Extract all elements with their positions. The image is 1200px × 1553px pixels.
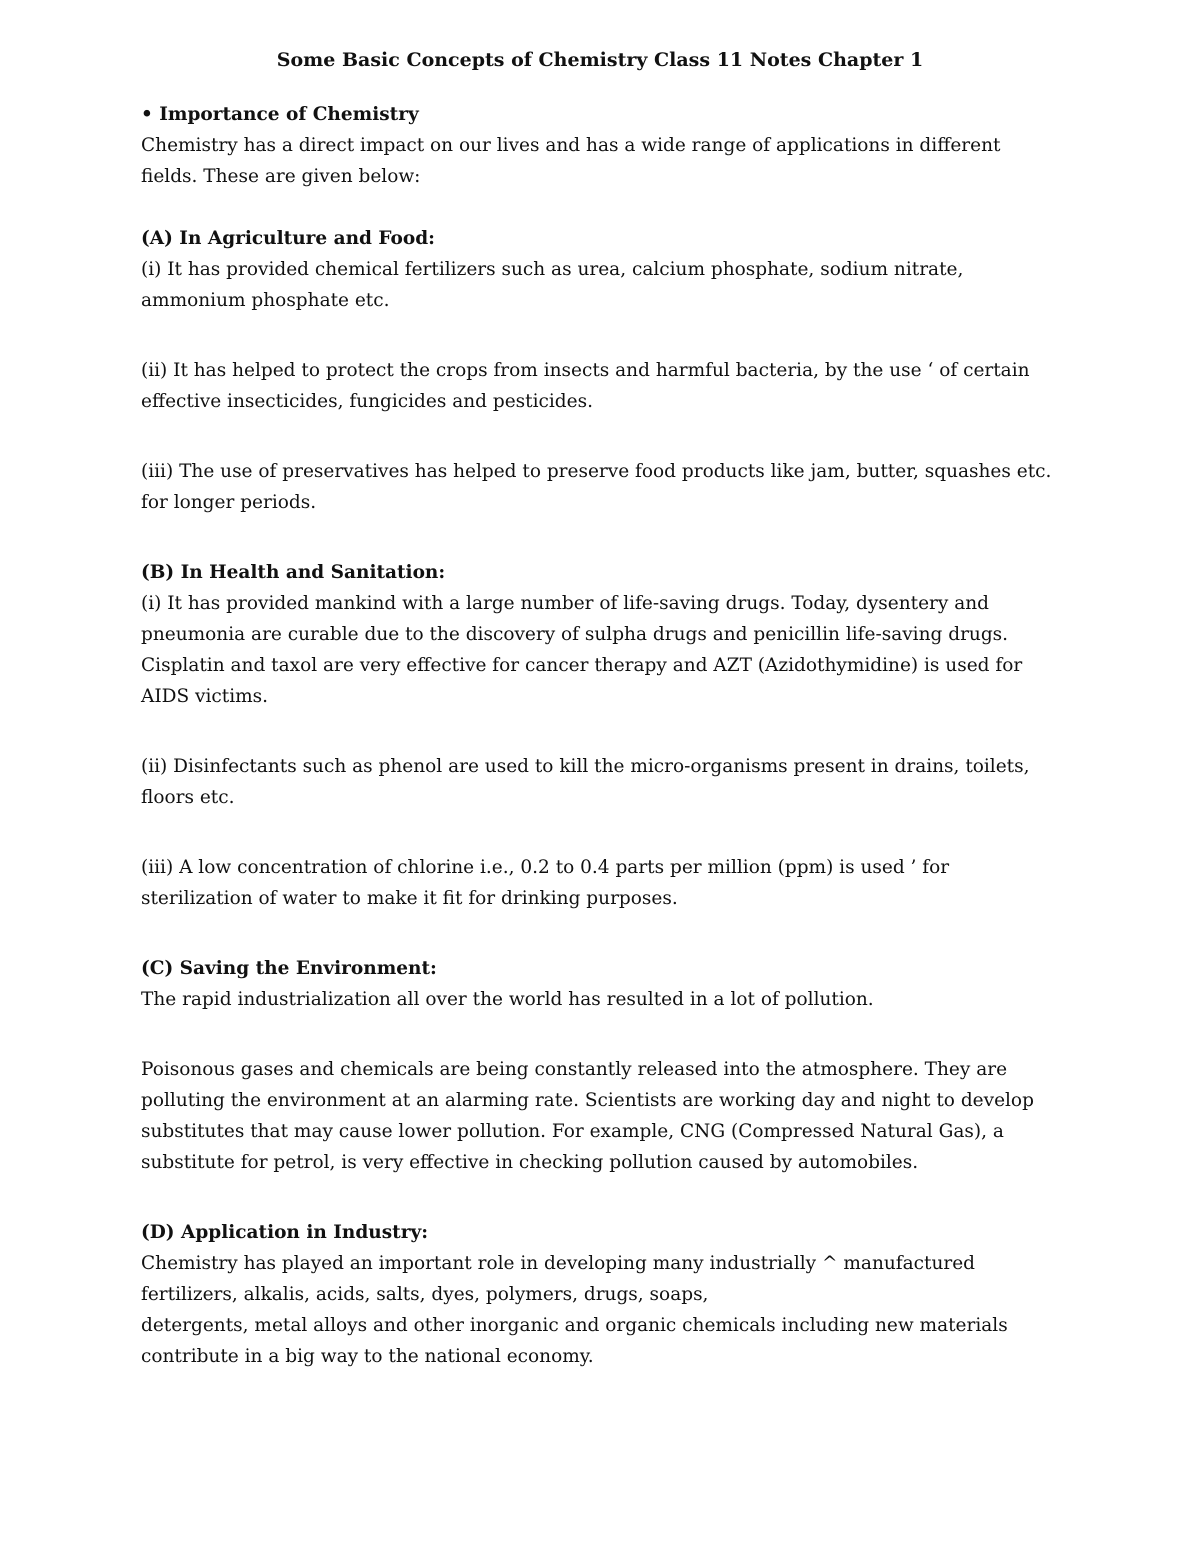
paragraph-line: Poisonous gases and chemicals are being constantly released into the atmosphere. They are xyxy=(141,1059,1008,1080)
intro-line: fields. These are given below: xyxy=(141,166,421,187)
paragraph-line: for longer periods. xyxy=(141,492,317,513)
paragraph-line: pneumonia are curable due to the discovery of sulpha drugs and penicillin life-saving drugs. xyxy=(141,624,1009,645)
paragraph-line: (iii) A low concentration of chlorine i.e., 0.2 to 0.4 parts per million (ppm) is used ’ for xyxy=(141,857,950,878)
section-heading-environment: (C) Saving the Environment: xyxy=(141,958,437,979)
paragraph-line: sterilization of water to make it fit for drinking purposes. xyxy=(141,888,678,909)
paragraph-line: substitutes that may cause lower pollution. For example, CNG (Compressed Natural Gas), a xyxy=(141,1121,1004,1142)
paragraph-line: floors etc. xyxy=(141,787,235,808)
paragraph-line: detergents, metal alloys and other inorganic and organic chemicals including new materials xyxy=(141,1315,1008,1336)
document-title: Some Basic Concepts of Chemistry Class 11 Notes Chapter 1 xyxy=(276,49,924,71)
section-heading-agriculture: (A) In Agriculture and Food: xyxy=(141,228,435,249)
section-heading-importance: • Importance of Chemistry xyxy=(141,104,419,125)
paragraph-line: fertilizers, alkalis, acids, salts, dyes, polymers, drugs, soaps, xyxy=(141,1284,709,1305)
paragraph-line: Chemistry has played an important role in developing many industrially ^ manufactured xyxy=(141,1253,975,1274)
paragraph-line: (i) It has provided chemical fertilizers such as urea, calcium phosphate, sodium nitrate, xyxy=(141,259,964,280)
section-heading-health: (B) In Health and Sanitation: xyxy=(141,562,446,583)
paragraph-line: (i) It has provided mankind with a large number of life-saving drugs. Today, dysentery and xyxy=(141,593,990,614)
paragraph-line: ammonium phosphate etc. xyxy=(141,290,390,311)
paragraph-line: (iii) The use of preservatives has helped to preserve food products like jam, butter, squashes etc. xyxy=(141,461,1052,482)
paragraph-line: The rapid industrialization all over the world has resulted in a lot of pollution. xyxy=(141,989,874,1010)
section-heading-industry: (D) Application in Industry: xyxy=(141,1222,429,1243)
paragraph-line: effective insecticides, fungicides and pesticides. xyxy=(141,391,593,412)
paragraph-line: Cisplatin and taxol are very effective for cancer therapy and AZT (Azidothymidine) is used for xyxy=(141,655,1023,676)
paragraph-line: (ii) Disinfectants such as phenol are used to kill the micro-organisms present in drains, toilets, xyxy=(141,756,1030,777)
paragraph-line: substitute for petrol, is very effective in checking pollution caused by automobiles. xyxy=(141,1152,919,1173)
intro-line: Chemistry has a direct impact on our lives and has a wide range of applications in different xyxy=(141,135,1001,156)
paragraph-line: AIDS victims. xyxy=(141,686,269,707)
paragraph-line: contribute in a big way to the national economy. xyxy=(141,1346,594,1367)
paragraph-line: polluting the environment at an alarming rate. Scientists are working day and night to develop xyxy=(141,1090,1034,1111)
document-body xyxy=(141,99,1071,1372)
paragraph-line: (ii) It has helped to protect the crops from insects and harmful bacteria, by the use ‘ of certain xyxy=(141,360,1030,381)
